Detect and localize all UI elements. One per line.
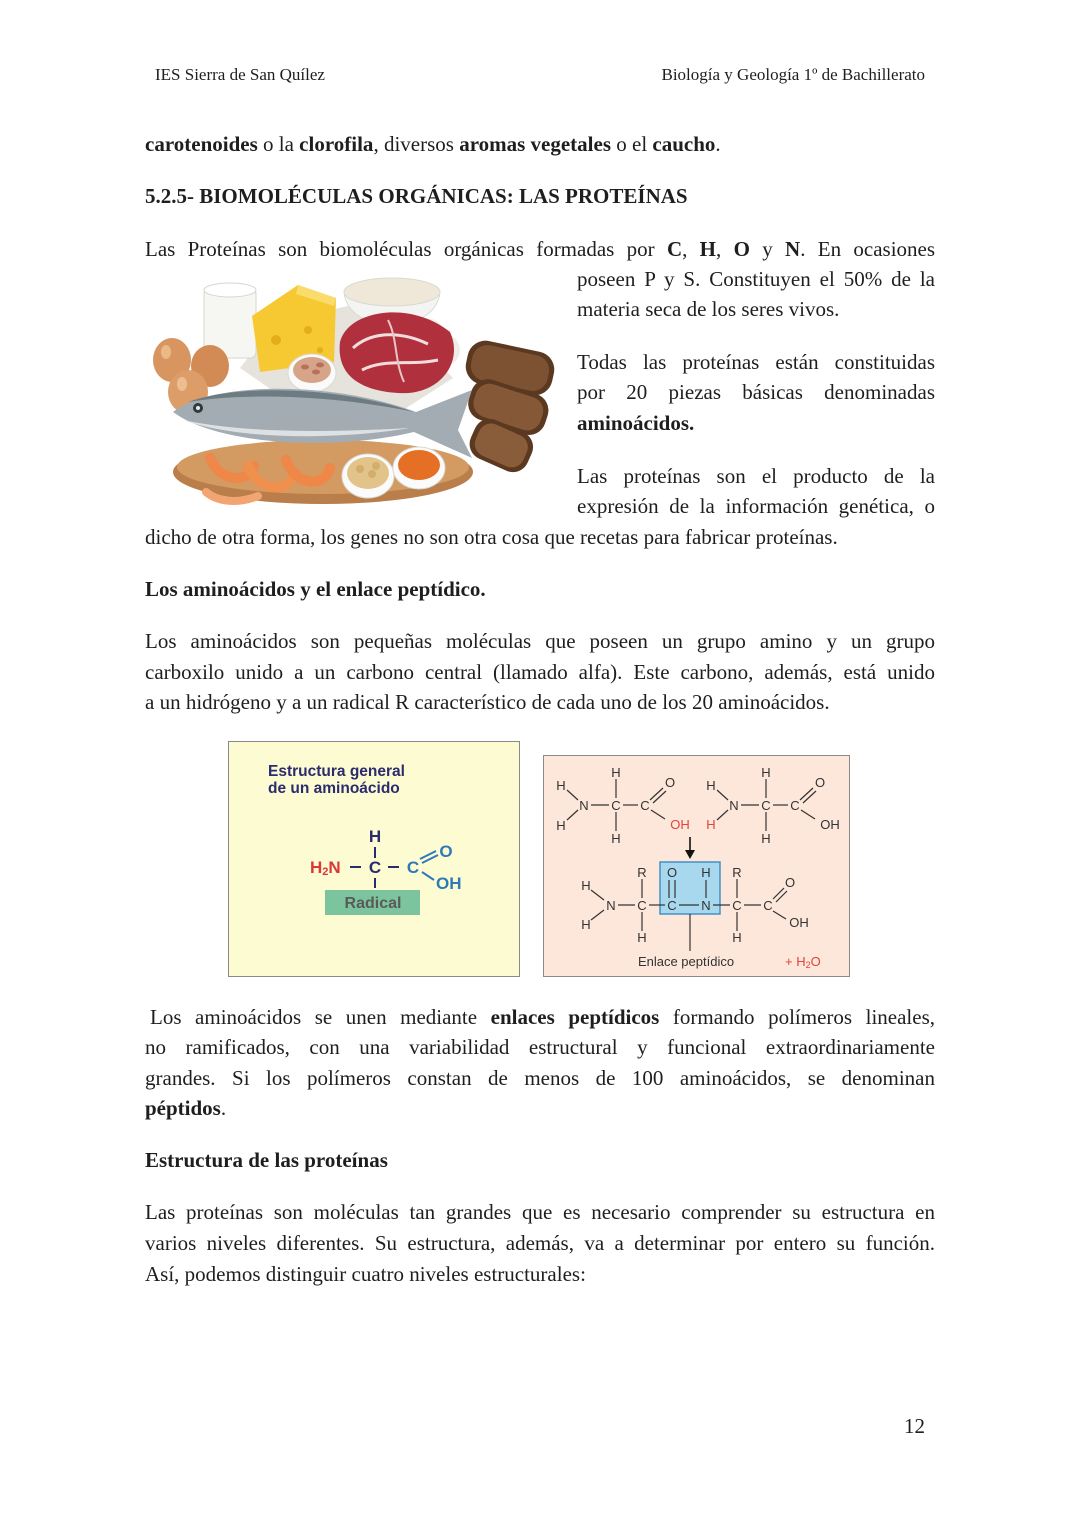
atom-c: C — [637, 898, 647, 913]
peptide-line-3: grandes. Si los polímeros constan de menos de 100 aminoácidos, se denominan — [145, 1066, 935, 1090]
atom-c: C — [611, 798, 621, 813]
water-label — [785, 954, 821, 970]
intro-line-2: poseen P y S. Constituyen el 50% de la — [577, 267, 935, 291]
amino-definition-line-2: carboxilo unido a un carbono central (llamado alfa). Este carbono, además, está unido — [145, 660, 935, 684]
peptide-line-1 — [150, 1002, 935, 1032]
atom-o: O — [666, 865, 678, 880]
figure-title-line-1: Estructura general — [268, 763, 405, 780]
atom-h: H — [611, 831, 621, 846]
element-symbol: N — [785, 237, 801, 261]
atom-c: C — [790, 798, 800, 813]
atom-oh-released: OH — [670, 817, 690, 832]
text-run: Los aminoácidos se unen mediante — [150, 1005, 491, 1029]
continuation-line — [145, 129, 935, 159]
bold-term: clorofila — [299, 132, 374, 156]
atom-r: R — [732, 865, 742, 880]
peptide-bond-figure — [543, 755, 851, 978]
atom-c: C — [667, 898, 677, 913]
atom-n: N — [701, 898, 711, 913]
text-run: . En ocasiones — [800, 237, 935, 261]
atom-h: H — [761, 831, 771, 846]
peptide-line-4 — [145, 1093, 935, 1123]
text-run: o el — [611, 132, 653, 156]
element-symbol: O — [733, 237, 750, 261]
atom-c: C — [763, 898, 773, 913]
alpha-carbon: C — [368, 858, 382, 877]
atom-c: C — [640, 798, 650, 813]
structure-line-1: Las proteínas son moléculas tan grandes que es necesario comprender su estructura en — [145, 1200, 935, 1224]
subheading-amino-acids: Los aminoácidos y el enlace peptídico. — [145, 577, 486, 601]
genetic-line-3: dicho de otra forma, los genes no son otra cosa que recetas para fabricar proteínas. — [145, 525, 838, 549]
atom-n: N — [729, 798, 739, 813]
text-run: . — [715, 132, 721, 156]
section-heading: 5.2.5- BIOMOLÉCULAS ORGÁNICAS: LAS PROTEÍNAS — [145, 184, 688, 208]
text-run: o la — [257, 132, 300, 156]
text-run: , diversos — [373, 132, 460, 156]
peptide-bond-label: Enlace peptídico — [637, 954, 735, 969]
text-run: Las Proteínas son biomoléculas orgánicas formadas por — [145, 237, 667, 261]
element-symbol: H — [699, 237, 717, 261]
atom-o: O — [664, 775, 676, 790]
hydrogen-atom: H — [368, 827, 382, 846]
atom-h: H — [611, 765, 621, 780]
peptide-line-2: no ramificados, con una variabilidad estructural y funcional extraordinariamente — [145, 1035, 935, 1059]
basic-pieces-line-1: Todas las proteínas están constituidas — [577, 350, 935, 374]
element-symbol: C — [666, 237, 683, 261]
genetic-line-2: expresión de la información genética, o — [577, 494, 935, 518]
atom-h: H — [581, 878, 591, 893]
subheading-protein-structure: Estructura de las proteínas — [145, 1148, 388, 1172]
bold-term: caucho — [652, 132, 716, 156]
atom-h-released: H — [706, 817, 716, 832]
bold-term: carotenoides — [145, 132, 258, 156]
basic-pieces-line-3: aminoácidos. — [577, 411, 695, 435]
atom-n: N — [579, 798, 589, 813]
basic-pieces-line-2: por 20 piezas básicas denominadas — [577, 380, 935, 404]
intro-line-3: materia seca de los seres vivos. — [577, 297, 840, 321]
atom-r: R — [637, 865, 647, 880]
structure-line-2: varios niveles diferentes. Su estructura, además, va a determinar por entero su función. — [145, 1231, 935, 1255]
amino-definition-line-1: Los aminoácidos son pequeñas moléculas que poseen un grupo amino y un grupo — [145, 629, 935, 653]
atom-h: H — [581, 917, 591, 932]
page-number: 12 — [904, 1414, 925, 1438]
atom-o: O — [784, 875, 796, 890]
amino-n: N — [328, 858, 341, 877]
water-prefix: + H — [785, 954, 806, 969]
header-course: Biología y Geología 1º de Bachillerato — [661, 65, 925, 84]
genetic-line-1: Las proteínas son el producto de la — [577, 464, 935, 488]
protein-foods-image — [148, 270, 558, 515]
water-subscript: 2 — [805, 960, 811, 970]
atom-oh: OH — [820, 817, 840, 832]
atom-h: H — [706, 778, 716, 793]
atom-h: H — [701, 865, 711, 880]
amino-h: H — [310, 858, 323, 877]
figure-title-line-2: de un aminoácido — [268, 780, 400, 797]
atom-h: H — [556, 818, 566, 833]
text-run: y — [749, 237, 786, 261]
atom-o: O — [814, 775, 826, 790]
amino-definition-line-3: a un hidrógeno y a un radical R característico de cada uno de los 20 aminoácidos. — [145, 690, 830, 714]
text-run: formando polímeros lineales, — [659, 1005, 935, 1029]
atom-h: H — [761, 765, 771, 780]
atom-n: N — [606, 898, 616, 913]
bold-term: aromas vegetales — [459, 132, 612, 156]
atom-h: H — [732, 930, 742, 945]
bold-term: enlaces peptídicos — [490, 1005, 660, 1029]
atom-oh: OH — [789, 915, 809, 930]
water-o: O — [810, 954, 821, 969]
text-run: . — [220, 1096, 227, 1120]
text-run: , — [682, 237, 700, 261]
hydroxyl-group: OH — [436, 874, 462, 893]
amino-subscript: 2 — [322, 866, 329, 878]
atom-h: H — [637, 930, 647, 945]
carboxyl-carbon: C — [406, 858, 420, 877]
atom-h: H — [556, 778, 566, 793]
radical-label: Radical — [344, 895, 402, 912]
bold-term: péptidos — [145, 1096, 221, 1120]
atom-c: C — [761, 798, 771, 813]
structure-line-3: Así, podemos distinguir cuatro niveles estructurales: — [145, 1262, 586, 1286]
amino-acid-structure-figure — [228, 741, 521, 978]
intro-line-1 — [145, 234, 935, 264]
oxygen-atom: O — [439, 842, 453, 861]
text-run: , — [716, 237, 734, 261]
header-school: IES Sierra de San Quílez — [155, 65, 325, 84]
atom-c: C — [732, 898, 742, 913]
